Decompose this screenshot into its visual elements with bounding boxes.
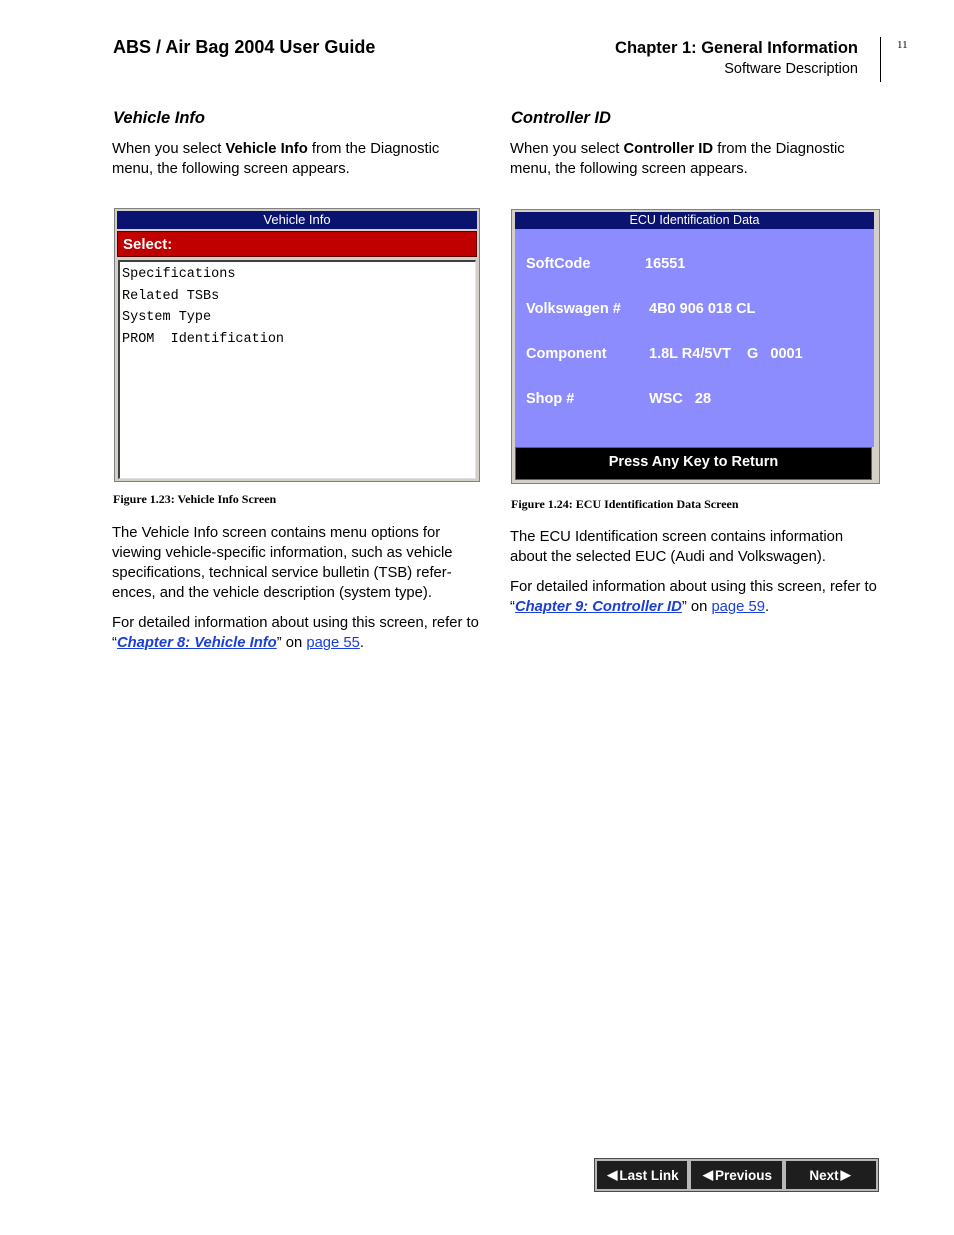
ecu-label: Shop # [526, 391, 575, 407]
intro-bold: Controller ID [623, 141, 714, 157]
ecu-identification-screen [511, 209, 880, 484]
ref-text-mid: ” on [681, 599, 712, 615]
page-number: 11 [897, 39, 908, 51]
intro-text: When you select [112, 141, 226, 157]
section-title: Software Description [724, 61, 858, 77]
intro-text: When you select [510, 141, 624, 157]
controller-id-intro [510, 139, 882, 179]
intro-text-end: from the Diagnostic menu, the following screen appears. [112, 141, 440, 177]
ref-text: For detailed information about using this screen, refer to “ [510, 579, 877, 615]
controller-id-reference [510, 577, 882, 617]
select-bar: Select: [117, 231, 477, 257]
vehicle-info-description [112, 523, 484, 653]
vehicle-info-menu [118, 260, 476, 479]
figure-caption-1-23: Figure 1.23: Vehicle Info Screen [113, 492, 277, 506]
ecu-label: SoftCode [526, 256, 591, 272]
intro-text-end: from the Diagnostic menu, the following screen appears. [510, 141, 845, 177]
left-arrow-icon: ◀ [702, 1167, 713, 1182]
figure-caption-1-24: Figure 1.24: ECU Identification Data Screen [511, 497, 739, 511]
ref-text-end: . [359, 635, 364, 651]
header-divider [880, 37, 881, 82]
ecu-value: 4B0 906 018 CL [649, 301, 756, 317]
vehicle-info-intro [112, 139, 484, 179]
document-title: ABS / Air Bag 2004 User Guide [113, 37, 376, 57]
controller-id-desc-text: The ECU Identification screen contains information about the selected EUC (Audi and Volkswagen). [510, 529, 844, 565]
chapter-title: Chapter 1: General Information [615, 39, 858, 57]
page-59-link[interactable]: page 59 [711, 599, 765, 615]
vehicle-info-reference [112, 613, 484, 653]
next-label: Next [809, 1167, 839, 1183]
vehicle-info-desc-text: The Vehicle Info screen contains menu options for viewing vehicle-specific information, such as vehicle specifications, technical service bulletin (TSB) refer-ences, and the vehicle description (system type). [112, 525, 453, 601]
double-left-arrow-icon: ◀ [607, 1167, 618, 1182]
ecu-screen-title: ECU Identification Data [515, 212, 874, 229]
controller-id-description [510, 527, 882, 617]
ref-text: For detailed information about using this screen, refer to “ [112, 615, 479, 651]
ecu-label: Volkswagen # [526, 301, 621, 317]
ref-text-end: . [764, 599, 770, 615]
ecu-label: Component [526, 346, 607, 362]
menu-item-related-tsbs[interactable]: Related TSBs [122, 288, 220, 304]
last-link-label: Last Link [619, 1167, 679, 1183]
previous-button[interactable] [689, 1159, 784, 1191]
menu-item-prom-identification[interactable]: PROM Identification [122, 331, 285, 347]
running-header [615, 39, 858, 77]
chapter-8-link[interactable]: Chapter 8: Vehicle Info [116, 635, 277, 651]
press-any-key-bar: Press Any Key to Return [515, 447, 872, 480]
intro-bold: Vehicle Info [225, 141, 308, 157]
menu-item-system-type[interactable]: System Type [122, 310, 212, 325]
ecu-value: 16551 [645, 256, 686, 272]
chapter-9-link[interactable]: Chapter 9: Controller ID [514, 599, 682, 615]
ecu-value: 1.8L R4/5VT G 0001 [649, 346, 803, 362]
next-button[interactable] [784, 1159, 878, 1191]
vehicle-info-heading: Vehicle Info [113, 109, 205, 127]
page-55-link[interactable]: page 55 [306, 635, 360, 651]
controller-id-heading: Controller ID [511, 109, 611, 127]
vehicle-info-screen-title: Vehicle Info [117, 211, 477, 229]
ecu-value: WSC 28 [649, 391, 712, 407]
last-link-button[interactable] [595, 1159, 689, 1191]
menu-item-specifications[interactable]: Specifications [122, 267, 236, 282]
ecu-data-panel [515, 229, 874, 447]
previous-label: Previous [714, 1167, 773, 1183]
page-navigation [594, 1158, 879, 1192]
vehicle-info-screen [114, 208, 480, 482]
right-arrow-icon: ▶ [840, 1167, 851, 1182]
ref-text-mid: ” on [276, 635, 307, 651]
